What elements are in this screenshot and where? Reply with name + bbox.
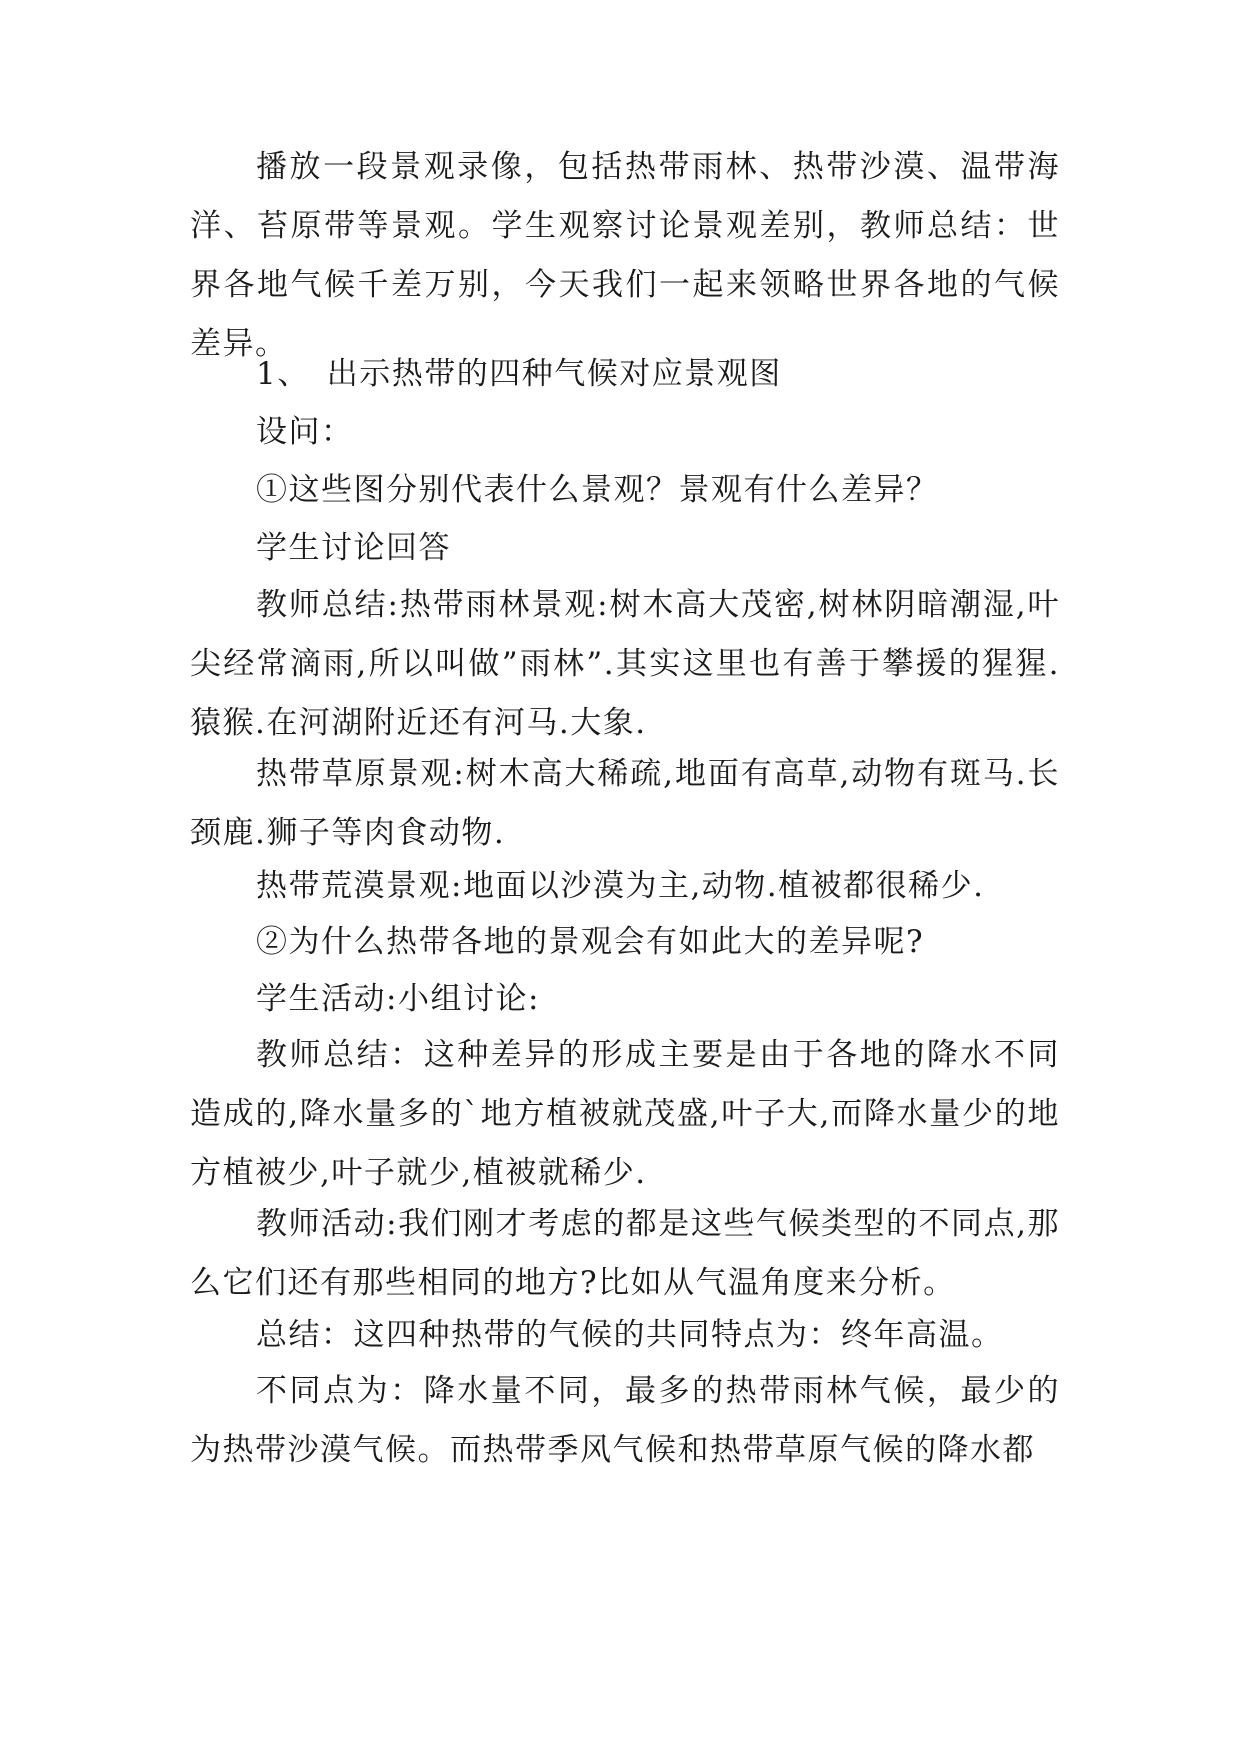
paragraph-student-discussion: 学生讨论回答	[256, 530, 451, 566]
paragraph-question-2: ②为什么热带各地的景观会有如此大的差异呢?	[256, 924, 925, 960]
paragraph-question-1: ①这些图分别代表什么景观？景观有什么差异？	[256, 472, 939, 508]
paragraph-question-label: 设问：	[256, 414, 354, 450]
paragraph-intro: 播放一段景观录像，包括热带雨林、热带沙漠、温带海洋、苔原带等景观。学生观察讨论景观差别，教师总结：世界各地气候千差万别，今天我们一起来领略世界各地的气候差异。	[190, 149, 1060, 362]
paragraph-precipitation-summary: 教师总结：这种差异的形成主要是由于各地的降水不同造成的,降水量多的`地方植被就茂盛,叶子大,而降水量少的地方植被少,叶子就少,植被就稀少.	[190, 1037, 1060, 1191]
paragraph-student-activity: 学生活动:小组讨论:	[256, 981, 540, 1017]
paragraph-savanna: 热带草原景观:树木高大稀疏,地面有高草,动物有斑马.长颈鹿.狮子等肉食动物.	[190, 756, 1060, 851]
paragraph-desert: 热带荒漠景观:地面以沙漠为主,动物.植被都很稀少.	[256, 868, 985, 904]
paragraph-common-feature: 总结：这四种热带的气候的共同特点为：终年高温。	[256, 1317, 1004, 1353]
paragraph-differences: 不同点为：降水量不同，最多的热带雨林气候，最少的为热带沙漠气候。而热带季风气候和热带草原气候的降水都	[190, 1373, 1060, 1468]
paragraph-teacher-activity: 教师活动:我们刚才考虑的都是这些气候类型的不同点,那么它们还有那些相同的地方?比如从气温角度来分析。	[190, 1206, 1060, 1301]
paragraph-rainforest-summary: 教师总结:热带雨林景观:树木高大茂密,树林阴暗潮湿,叶尖经常滴雨,所以叫做”雨林”.其实这里也有善于攀援的猩猩.猿猴.在河湖附近还有河马.大象.	[190, 587, 1060, 741]
paragraph-step-1: 1、 出示热带的四种气候对应景观图	[256, 356, 782, 392]
